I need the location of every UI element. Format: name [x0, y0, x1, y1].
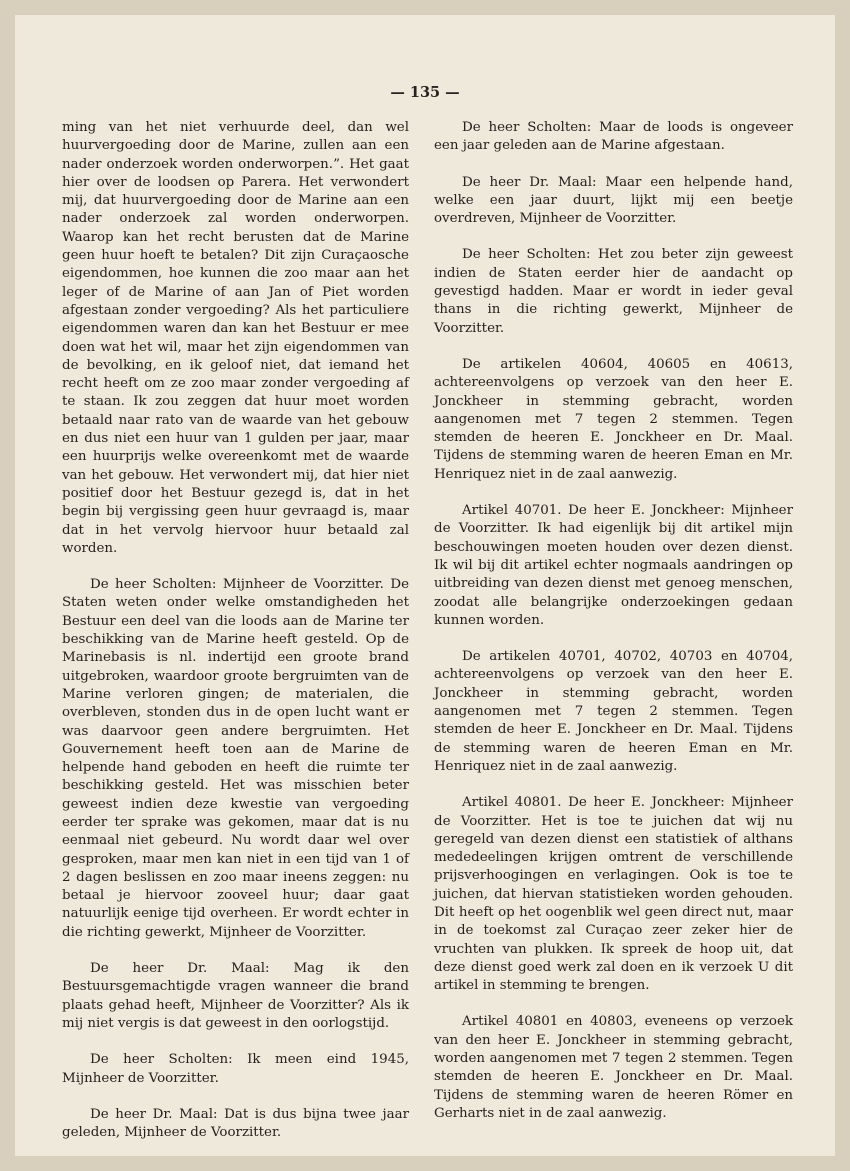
page-number: — 135 —	[390, 84, 460, 101]
paragraph: De heer Scholten: Ik meen eind 1945, Mijnheer de Voorzitter.	[62, 1052, 409, 1086]
paragraph: ming van het niet verhuurde deel, dan wel huurvergoeding door de Marine, zullen aan een nader onderzoek worden onderworpen.”. Het gaat hier over de loodsen op Parera. Het verwondert mij, dat huurvergoeding door de Marine aan een nader onderzoek zal worden onderworpen. Waarop kan het recht berusten dat de Marine geen huur hoeft te betalen? Dit zijn Curaçaosche eigendommen, hoe kunnen die zoo maar aan het leger of de Marine of aan Jan of Piet worden afgestaan zonder vergoeding? Als het particuliere eigendommen waren dan kan het Bestuur er mee doen wat het wil, maar het zijn eigendommen van de bevolking, en ik geloof niet, dat iemand het recht heeft om ze zoo maar zonder vergoeding af te staan. Ik zou zeggen dat huur moet worden betaald naar rato van de waarde van het gebouw en dus niet een huur van 1 gulden per jaar, maar een huurprijs welke overeenkomt met de waarde van het gebouw. Het verwondert mij, dat hier niet positief door het Bestuur gezegd is, dat in het begin bij vergissing geen huur gevraagd is, maar dat in het vervolg hiervoor huur betaald zal worden.	[62, 120, 409, 556]
paragraph: De heer Scholten: Maar de loods is ongeveer een jaar geleden aan de Marine afgestaan.	[434, 120, 793, 154]
paragraph: De heer Dr. Maal: Maar een helpende hand, welke een jaar duurt, lijkt mij een beetje overdreven, Mijnheer de Voorzitter.	[434, 174, 793, 227]
paragraph: De artikelen 40604, 40605 en 40613, achtereenvolgens op verzoek van den heer E. Jonckheer in stemming gebracht, worden aangenomen met 7 tegen 2 stemmen. Tegen stemden de heeren E. Jonckheer en Dr. Maal. Tijdens de stemming waren de heeren Eman en Mr. Henriquez niet in de zaal aanwezig.	[434, 356, 793, 482]
paragraph: De artikelen 40701, 40702, 40703 en 40704, achtereenvolgens op verzoek van den heer E. Jonckheer in stemming gebracht, worden aangenomen met 7 tegen 2 stemmen. Tegen stemden de heer E. Jonckheer en Dr. Maal. Tijdens de stemming waren de heeren Eman en Mr. Henriquez niet in de zaal aanwezig.	[434, 649, 793, 774]
paragraph: De heer Scholten: Mijnheer de Voorzitter. De Staten weten onder welke omstandigheden het Bestuur een deel van die loods aan de Marine ter beschikking van de Marine heeft gesteld. Op de Marinebasis is nl. indertijd een groote brand uitgebroken, waardoor groote bergruimten van de Marine verloren gingen; de materialen, die overbleven, stonden dus in de open lucht want er was daarvoor geen andere bergruimten. Het Gouvernement heeft toen aan de Marine de helpende hand geboden en heeft die ruimte ter beschikking gesteld. Het was misschien beter geweest indien deze kwestie van vergoeding eerder ter sprake was gekomen, maar dat is nu eenmaal niet gebeurd. Nu wordt daar wel over gesproken, maar men kan niet in een tijd van 1 of 2 dagen beslissen en zoo maar ineens zeggen: nu betaal je hiervoor zooveel huur; daar gaat natuurlijk eenige tijd overheen. Er wordt echter in die richting gewerkt, Mijnheer de Voorzitter.	[62, 577, 409, 940]
paragraph: Artikel 40801. De heer E. Jonckheer: Mijnheer de Voorzitter. Het is toe te juichen dat wij nu geregeld van dezen dienst een statistiek of althans mededeelingen krijgen omtrent de verschillende prijsverhoogingen en verlagingen. Ook is toe te juichen, dat hiervan statistieken worden gehouden. Dit heeft op het oogenblik wel geen direct nut, maar in de toekomst zal Curaçao zeer zeker hier de vruchten van plukken. Ik spreek de hoop uit, dat deze dienst goed werk zal doen en ik verzoek U dit artikel in stemming te brengen.	[434, 795, 793, 994]
paragraph: De heer Dr. Maal: Mag ik den Bestuursgemachtigde vragen wanneer die brand plaats gehad heeft, Mijnheer de Voorzitter? Als ik mij niet vergis is dat geweest in den oorlogstijd.	[62, 961, 409, 1031]
paragraph: Artikel 40701. De heer E. Jonckheer: Mijnheer de Voorzitter. Ik had eigenlijk bij dit artikel mijn beschouwingen moeten houden over dezen dienst. Ik wil bij dit artikel echter nogmaals aandringen op uitbreiding van dezen dienst met genoeg menschen, zoodat alle belangrijke onderzoekingen gedaan kunnen worden.	[434, 503, 793, 628]
paragraph: De heer Dr. Maal: Dat is dus bijna twee jaar geleden, Mijnheer de Voorzitter.	[62, 1106, 409, 1141]
right-column	[434, 119, 793, 1141]
paragraph: De heer Scholten: Het zou beter zijn geweest indien de Staten eerder hier de aandacht op gevestigd hadden. Maar er wordt in ieder geval thans in die richting gewerkt, Mijnheer de Voorzitter.	[434, 247, 793, 336]
left-column	[62, 119, 409, 1160]
paragraph: Artikel 40801 en 40803, eveneens op verzoek van den heer E. Jonckheer in stemming gebracht, worden aangenomen met 7 tegen 2 stemmen. Tegen stemden de heeren E. Jonckheer en Dr. Maal. Tijdens de stemming waren de heeren Römer en Gerharts niet in de zaal aanwezig.	[434, 1014, 793, 1121]
